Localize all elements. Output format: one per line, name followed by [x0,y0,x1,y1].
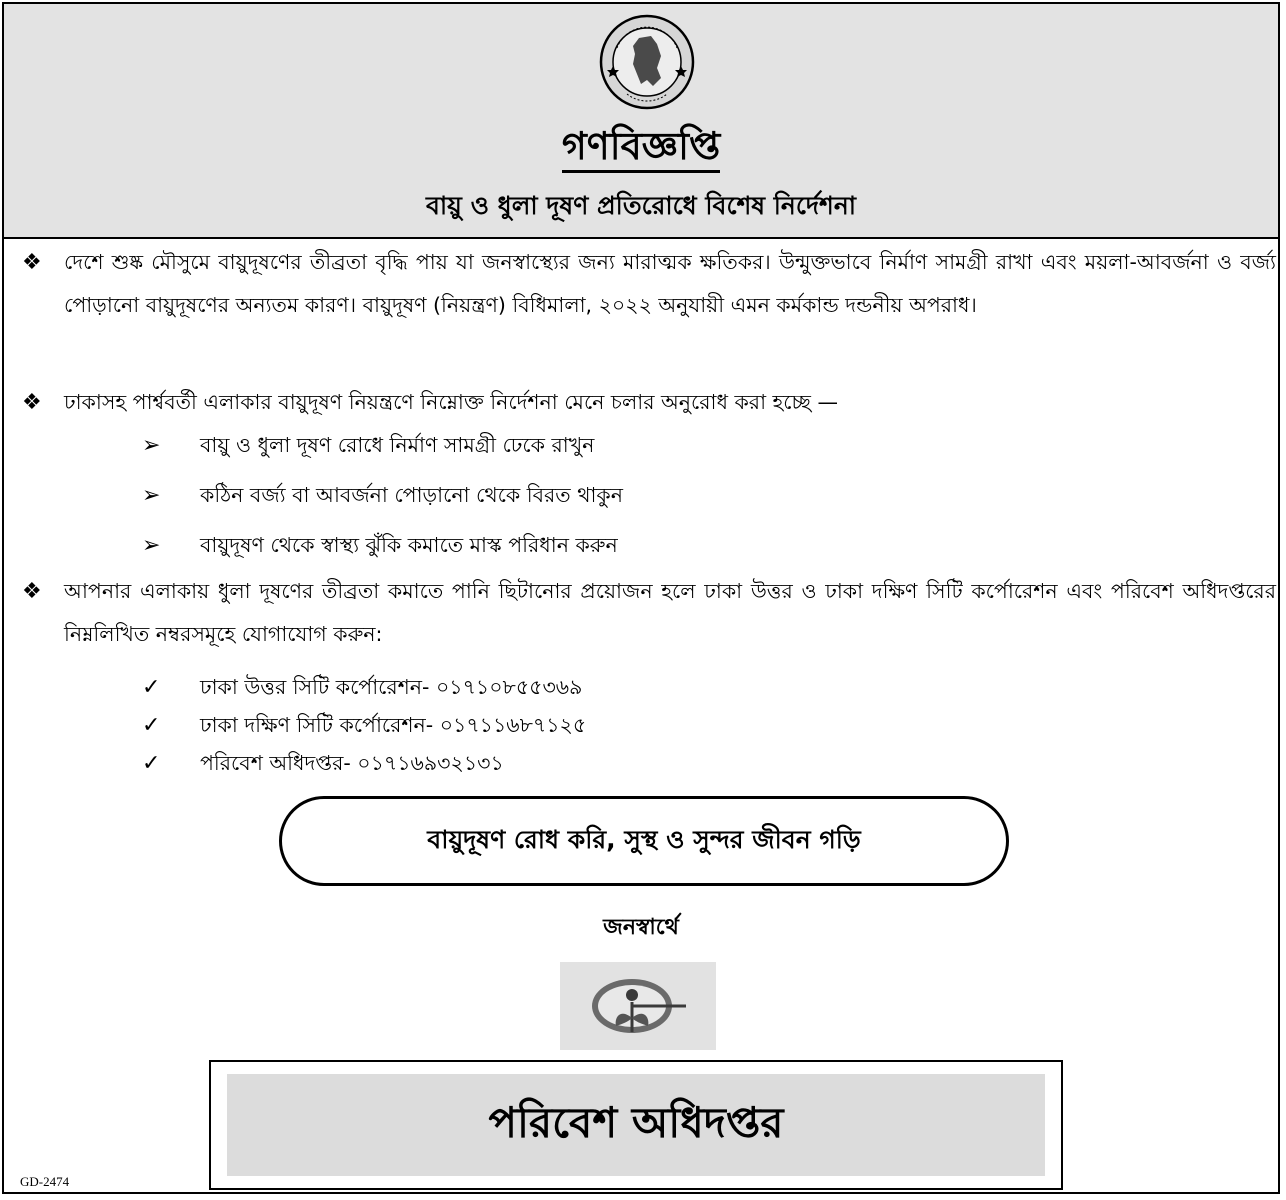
notice-header [4,4,1278,239]
arrow-icon: ➢ [142,483,161,508]
paragraph-air-pollution: দেশে শুষ্ক মৌসুমে বায়ুদূষণের তীব্রতা বৃদ্ধি পায় যা জনস্বাস্থ্যের জন্য মারাত্মক ক্ষতিকর। উন্মুক্তভাবে নির্মাণ সামগ্রী রাখা এবং ময়লা-আবর্জনা ও বর্জ্য পোড়ানো বায়ুদূষণের অন্যতম কারণ। বায়ুদূষণ (নিয়ন্ত্রণ) বিধিমালা, ২০২২ অনুযায়ী এমন কর্মকান্ড দন্ডনীয় অপরাধ। [64,250,1276,317]
contact-item [142,744,504,783]
slogan-text: বায়ুদূষণ রোধ করি, সুস্থ ও সুন্দর জীবন গড়ি [427,824,861,854]
check-icon: ✓ [142,751,161,776]
check-icon: ✓ [142,713,161,738]
ad-code: GD-2474 [20,1174,70,1189]
department-logo-icon [560,962,716,1050]
instruction-item [142,474,623,517]
instruction-item [142,424,594,467]
paragraph-request: ঢাকাসহ পার্শ্ববর্তী এলাকার বায়ুদূষণ নিয়ন্ত্রণে নিম্নোক্ত নির্দেশনা মেনে চলার অনুরোধ করা হচ্ছে — [64,390,838,414]
contact-item [142,668,582,707]
diamond-bullet-icon: ❖ [22,390,42,415]
department-box [209,1060,1063,1190]
arrow-icon: ➢ [142,433,161,458]
instruction-item [142,524,618,567]
notice-frame [2,2,1280,1194]
contact-text: পরিবেশ অধিদপ্তর- ০১৭১৬৯৩২১৩১ [200,751,504,775]
diamond-bullet-icon: ❖ [22,250,42,275]
contact-text: ঢাকা উত্তর সিটি কর্পোরেশন- ০১৭১০৮৫৫৩৬৯ [200,675,583,699]
contact-item [142,706,586,745]
instruction-text: বায়ুদূষণ থেকে স্বাস্থ্য ঝুঁকি কমাতে মাস্ক পরিধান করুন [200,533,618,557]
contact-text: ঢাকা দক্ষিণ সিটি কর্পোরেশন- ০১৭১১৬৮৭১২৫ [200,713,587,737]
notice-subtitle: বায়ু ও ধুলা দূষণ প্রতিরোধে বিশেষ নির্দেশনা [425,191,857,220]
public-interest-label: জনস্বার্থে [603,915,679,940]
paragraph-contact: আপনার এলাকায় ধুলা দূষণের তীব্রতা কমাতে পানি ছিটানোর প্রয়োজন হলে ঢাকা উত্তর ও ঢাকা দক্ষিণ সিটি কর্পোরেশন এবং পরিবেশ অধিদপ্তরের নিম্নলিখিত নম্বরসমূহে যোগাযোগ করুন: [64,579,1276,646]
notice-title: গণবিজ্ঞপ্তি [4,122,1278,170]
slogan-box [279,796,1009,886]
government-seal-icon [599,14,695,110]
department-name: পরিবেশ অধিদপ্তর [227,1074,1045,1176]
arrow-icon: ➢ [142,533,161,558]
check-icon: ✓ [142,675,161,700]
instruction-text: কঠিন বর্জ্য বা আবর্জনা পোড়ানো থেকে বিরত থাকুন [200,483,623,507]
diamond-bullet-icon: ❖ [22,579,42,604]
instruction-text: বায়ু ও ধুলা দূষণ রোধে নির্মাণ সামগ্রী ঢেকে রাখুন [200,433,595,457]
